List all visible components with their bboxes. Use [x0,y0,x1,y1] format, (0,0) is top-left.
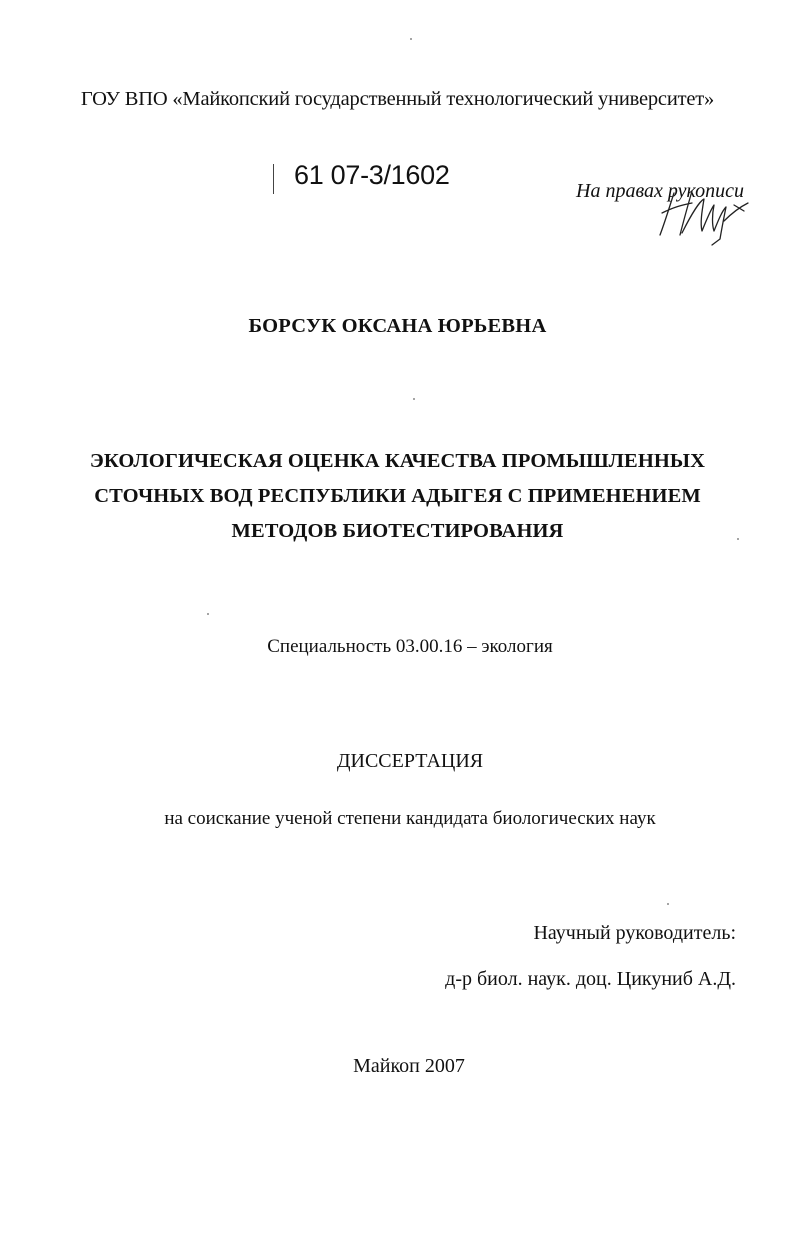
supervisor-label: Научный руководитель: [533,922,736,944]
degree-statement: на соискание ученой степени кандидата биологических наук [164,808,656,829]
dissertation-title-line-3: МЕТОДОВ БИОТЕСТИРОВАНИЯ [231,520,564,542]
dissertation-title-line-1: ЭКОЛОГИЧЕСКАЯ ОЦЕНКА КАЧЕСТВА ПРОМЫШЛЕННЫХ [89,450,706,472]
dissertation-title-line-2: СТОЧНЫХ ВОД РЕСПУБЛИКИ АДЫГЕЯ С ПРИМЕНЕНИЕМ [94,485,701,507]
scan-speck [410,38,412,40]
scan-speck [737,538,739,540]
document-code: 61 07-3/1602 [294,160,450,190]
scan-speck [413,398,415,400]
author-name: БОРСУК ОКСАНА ЮРЬЕВНА [248,315,547,337]
city-year: Майкоп 2007 [353,1055,465,1077]
scan-speck [207,613,209,615]
doc-code-divider [273,164,274,194]
specialty: Специальность 03.00.16 – экология [267,636,553,657]
rights-note: На правах рукописи [576,180,744,202]
supervisor-name: д-р биол. наук. доц. Цикуниб А.Д. [445,968,736,990]
scan-speck [667,903,669,905]
handwritten-signature [652,183,752,247]
institution-name: ГОУ ВПО «Майкопский государственный технологический университет» [80,88,715,110]
document-type: ДИССЕРТАЦИЯ [336,750,484,772]
